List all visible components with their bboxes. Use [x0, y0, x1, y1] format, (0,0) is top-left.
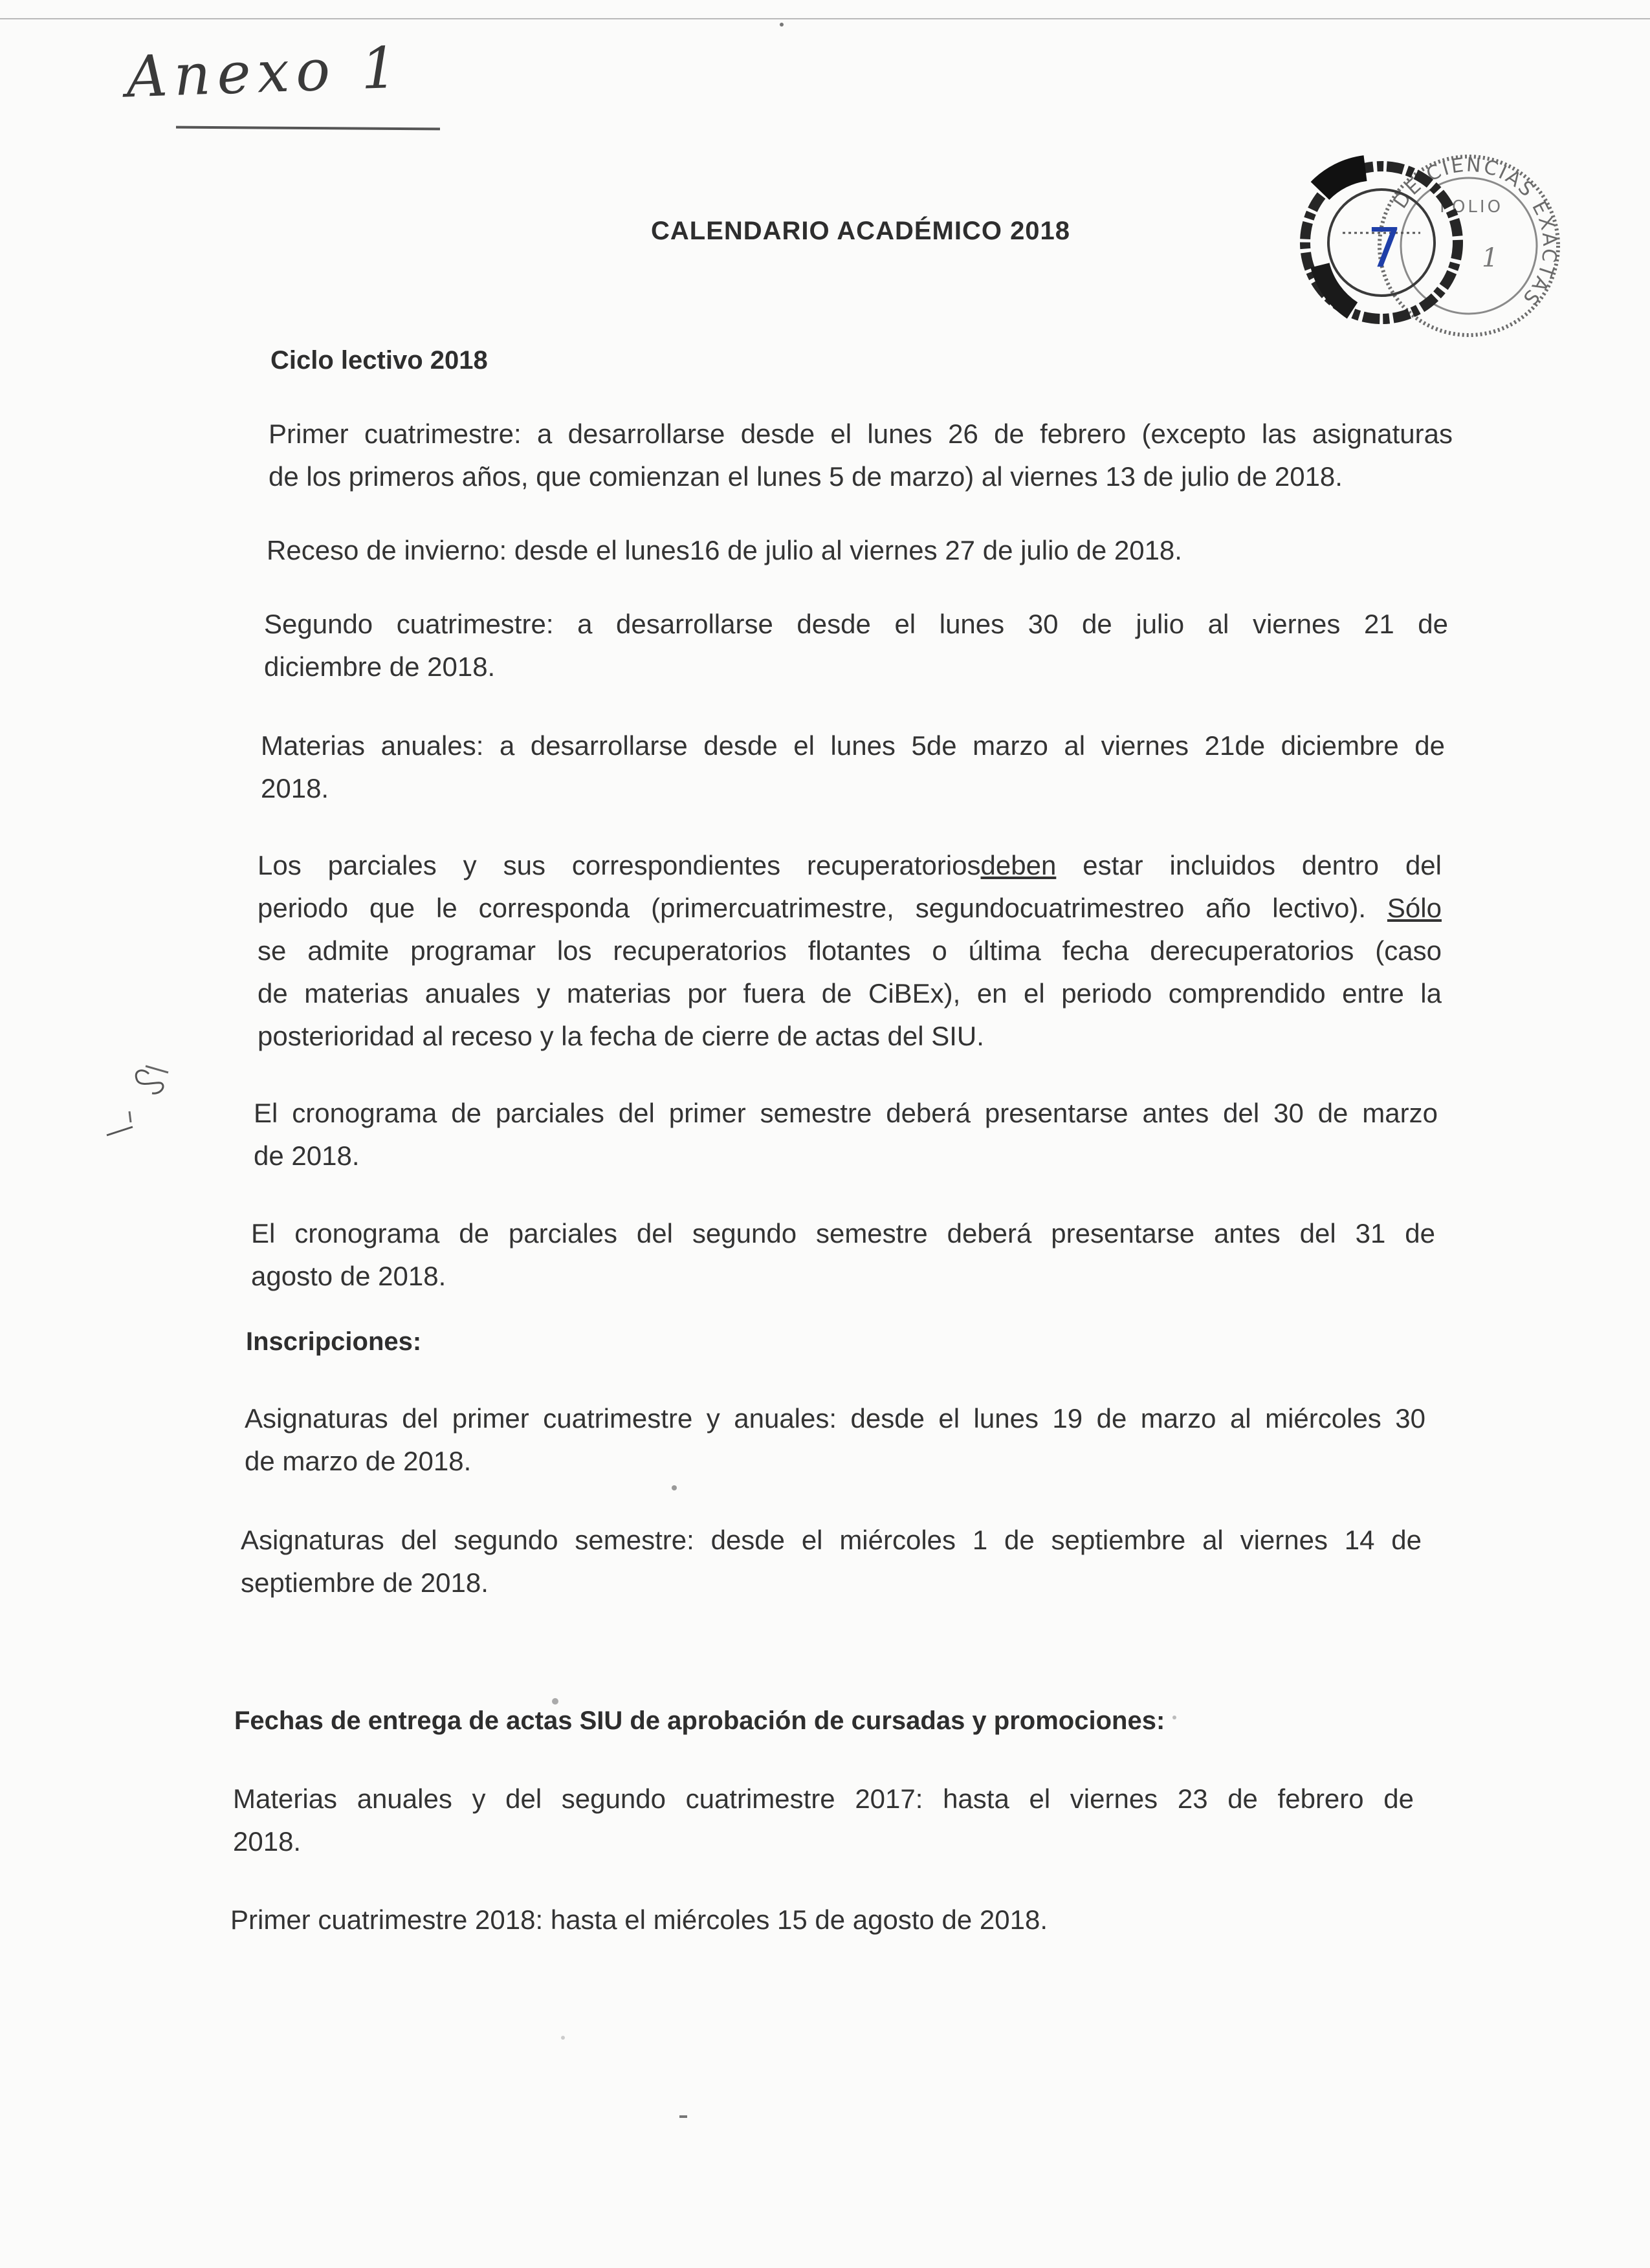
page-title: CALENDARIO ACADÉMICO 2018 — [651, 217, 1071, 245]
text-line: El cronograma de parciales del segundo semestre deberá presentarse antes del 31 de — [251, 1218, 1435, 1248]
section-heading-actas: Fechas de entrega de actas SIU de aprobación de cursadas y promociones: — [234, 1706, 1165, 1735]
text-segment: Los parciales y sus correspondientes recuperatorios — [258, 850, 981, 880]
paragraph-receso — [267, 529, 1451, 572]
text-line: agosto de 2018. — [251, 1261, 446, 1291]
paragraph-materias-anuales — [261, 725, 1445, 767]
text-line — [258, 887, 1442, 930]
paragraph-parciales — [258, 844, 1442, 1058]
text-line: El cronograma de parciales del primer semestre deberá presentarse antes del 30 de marzo — [254, 1098, 1438, 1128]
text-line: 2018. — [233, 1826, 302, 1857]
text-line: posterioridad al receso y la fecha de cierre de actas del SIU. — [258, 1021, 984, 1051]
paragraph-inscripciones-segundo — [241, 1519, 1422, 1562]
stamp-ring-text: DE CIENCIAS EXACTAS — [1389, 153, 1561, 311]
folio-stamp — [1275, 129, 1637, 362]
text-line: Primer cuatrimestre 2018: hasta el miércoles 15 de agosto de 2018. — [230, 1904, 1048, 1935]
section-heading-inscripciones: Inscripciones: — [246, 1327, 422, 1356]
paragraph-actas-anuales — [233, 1778, 1414, 1820]
paragraph-cronograma-primer — [254, 1092, 1438, 1135]
text-line: Receso de invierno: desde el lunes16 de julio al viernes 27 de julio de 2018. — [267, 535, 1182, 565]
text-line: de 2018. — [254, 1140, 360, 1171]
text-line: 2018. — [261, 773, 329, 803]
paragraph-cronograma-segundo — [251, 1212, 1435, 1255]
stamp-ink-blot — [1320, 168, 1365, 191]
section-heading-ciclo: Ciclo lectivo 2018 — [270, 346, 488, 375]
paragraph-inscripciones-primer — [245, 1397, 1425, 1440]
paragraph-cronograma-segundo-cont — [251, 1255, 1435, 1298]
text-line: Primer cuatrimestre: a desarrollarse desde el lunes 26 de febrero (excepto las asignaturas — [269, 419, 1453, 449]
text-line: Materias anuales: a desarrollarse desde el lunes 5de marzo al viernes 21de diciembre de — [261, 730, 1445, 761]
paragraph-actas-primer — [230, 1899, 1411, 1941]
annex-underline — [176, 126, 440, 131]
text-line: Asignaturas del primer cuatrimestre y anuales: desde el lunes 19 de marzo al miércoles 30 — [245, 1403, 1425, 1434]
paragraph-materias-anuales-cont — [261, 767, 1445, 810]
text-line: septiembre de 2018. — [241, 1567, 489, 1598]
paragraph-inscripciones-segundo-cont — [241, 1562, 1422, 1604]
paragraph-inscripciones-primer-cont — [245, 1440, 1425, 1483]
underlined-word: Sólo — [1387, 893, 1442, 923]
text-line — [258, 844, 1442, 887]
top-edge-line — [0, 18, 1650, 19]
margin-pencil-marks — [97, 1054, 201, 1151]
stamp-folio-label: FOLIO — [1440, 197, 1504, 217]
underlined-word: deben — [980, 850, 1057, 880]
paragraph-primer-cuatrimestre — [269, 413, 1453, 455]
text-line: Materias anuales y del segundo cuatrimestre 2017: hasta el viernes 23 de febrero de — [233, 1783, 1414, 1814]
text-line: se admite programar los recuperatorios flotantes o última fecha derecuperatorios (caso — [258, 935, 1442, 966]
paragraph-cronograma-primer-cont — [254, 1135, 1438, 1177]
paragraph-segundo-cuatrimestre — [264, 603, 1448, 646]
text-segment: periodo que le corresponda (primercuatrimestre, segundocuatrimestreo año lectivo). — [258, 893, 1366, 923]
text-line: diciembre de 2018. — [264, 651, 496, 682]
paragraph-primer-cuatrimestre-cont — [269, 455, 1453, 498]
paragraph-actas-anuales-cont — [233, 1820, 1414, 1863]
text-line: de marzo de 2018. — [245, 1446, 472, 1476]
text-line: Asignaturas del segundo semestre: desde el miércoles 1 de septiembre al viernes 14 de — [241, 1525, 1422, 1555]
handwritten-annex-label: Anexo 1 — [125, 34, 405, 111]
paragraph-segundo-cuatrimestre-cont — [264, 646, 1448, 688]
text-line: de materias anuales y materias por fuera de CiBEx), en el periodo comprendido entre la — [258, 978, 1442, 1009]
text-line: Segundo cuatrimestre: a desarrollarse desde el lunes 30 de julio al viernes 21 de — [264, 609, 1448, 639]
text-segment: estar incluidos dentro del — [1056, 850, 1442, 880]
text-line: de los primeros años, que comienzan el lunes 5 de marzo) al viernes 13 de julio de 2018. — [269, 461, 1343, 492]
handwritten-folio-number: 7 — [1367, 216, 1402, 279]
stamp-folio-small: 1 — [1482, 243, 1499, 273]
